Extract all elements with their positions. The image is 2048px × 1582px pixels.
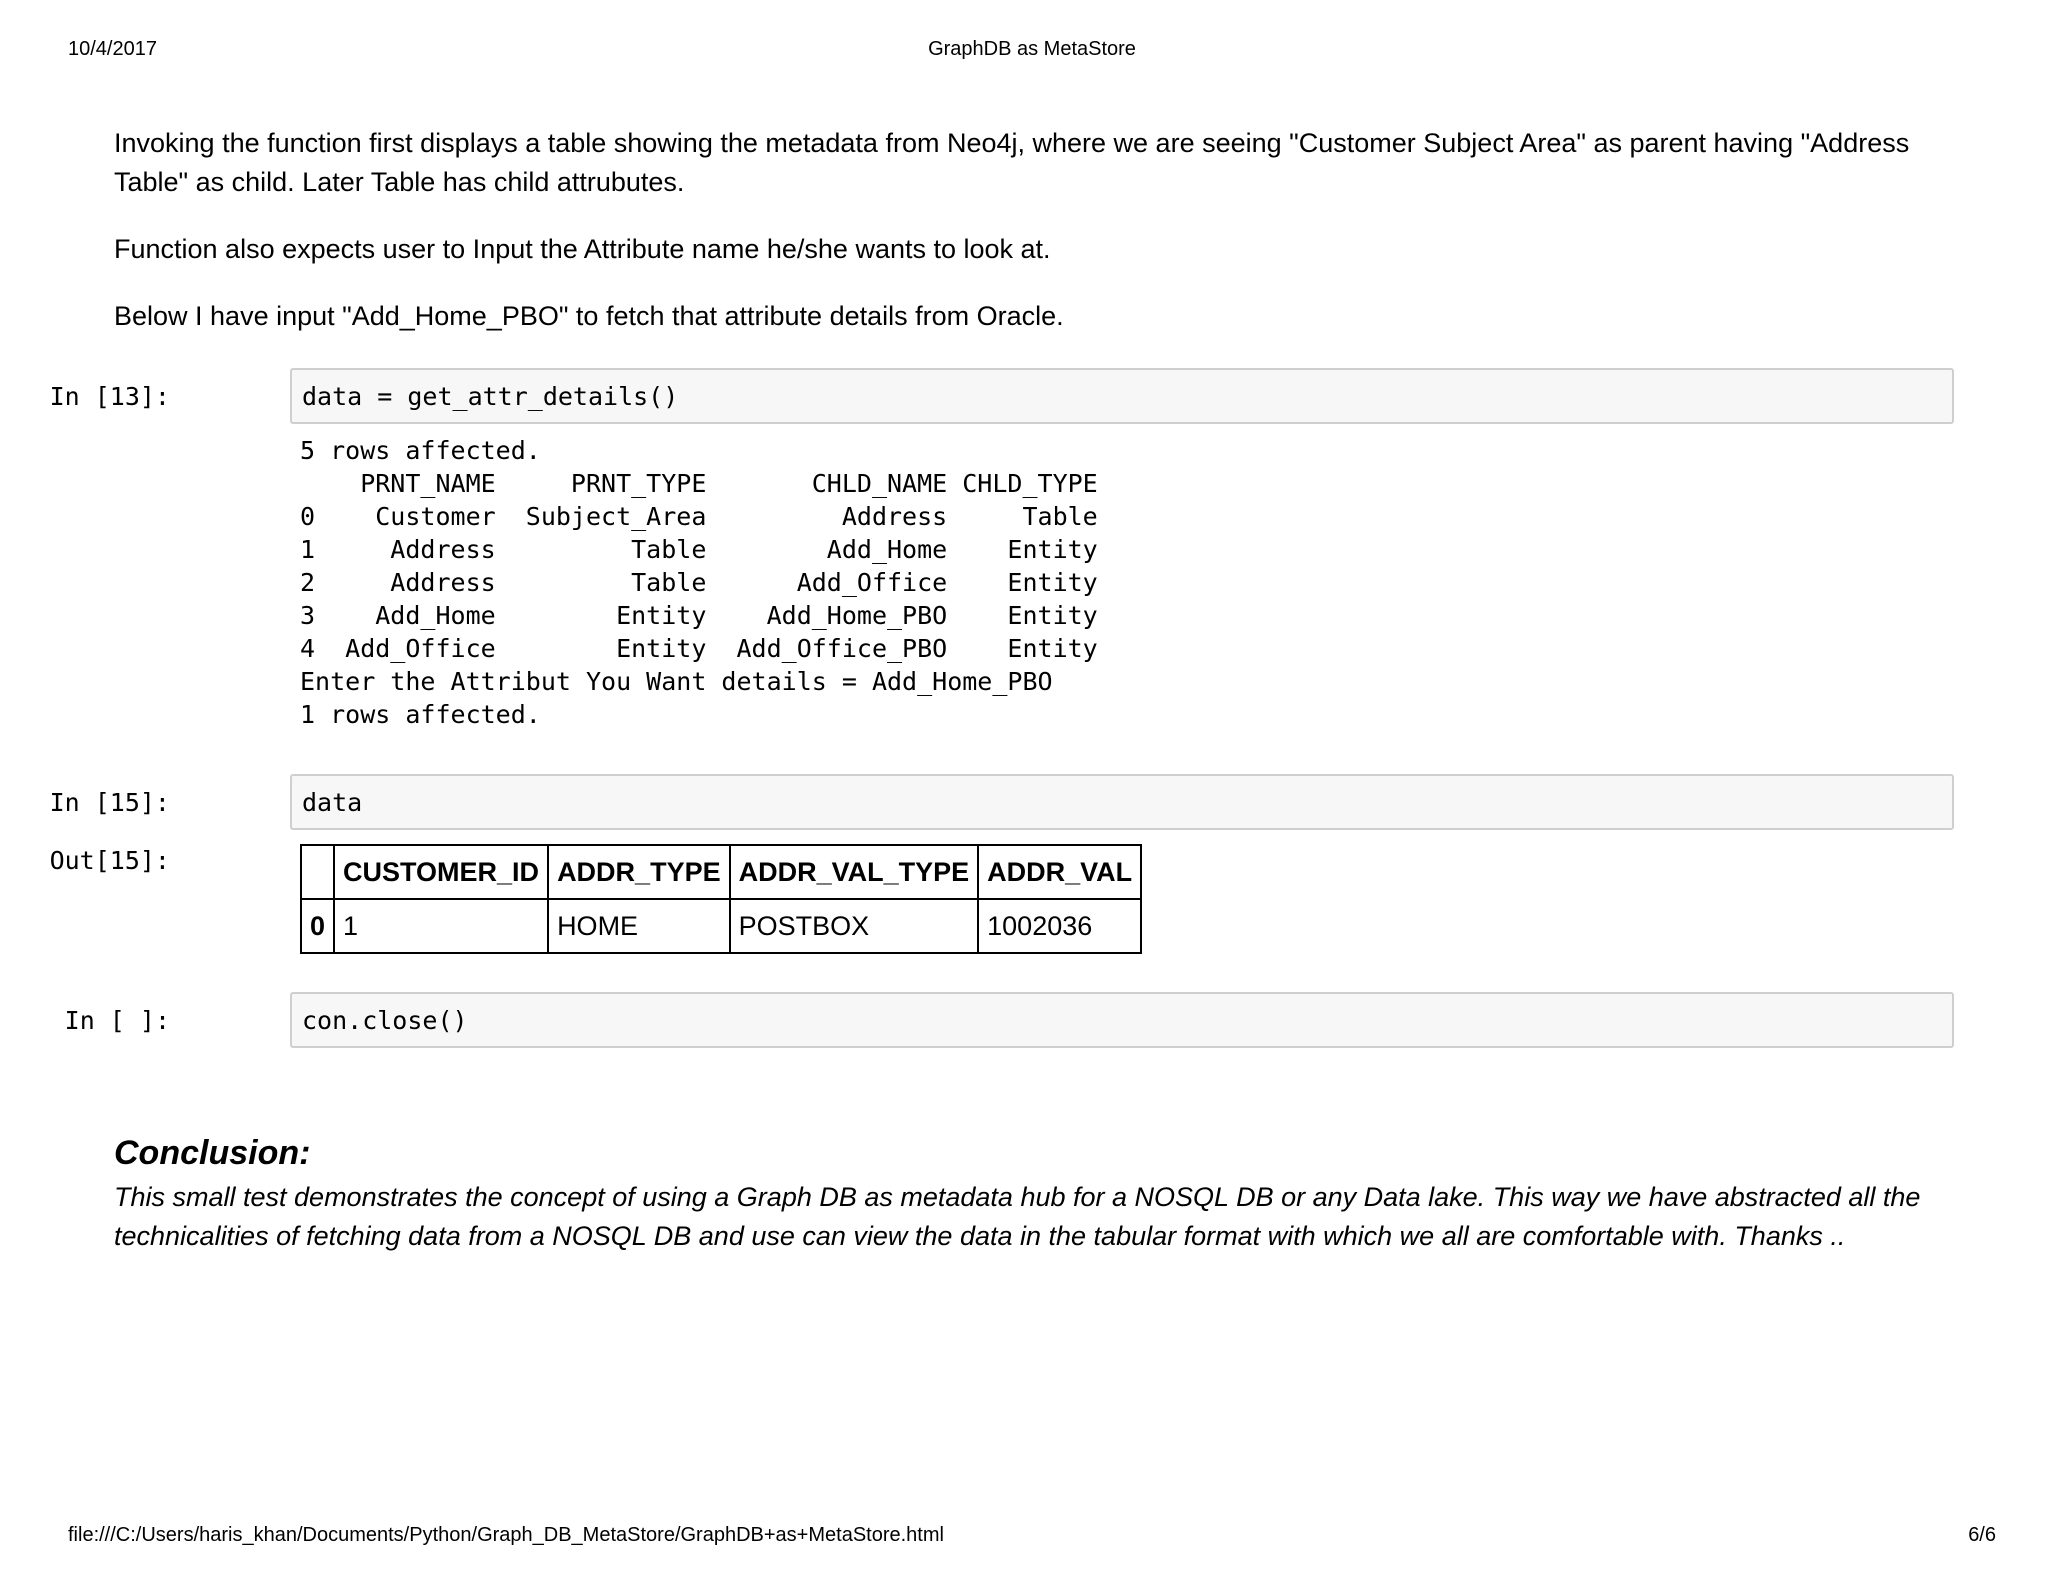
- print-date: 10/4/2017: [68, 38, 157, 60]
- column-header: CUSTOMER_ID: [334, 845, 548, 899]
- column-header: ADDR_TYPE: [548, 845, 730, 899]
- stream-output: 5 rows affected. PRNT_NAME PRNT_TYPE CHLD_NAME CHLD_TYPE 0 Customer Subject_Area Address Table 1 Address Table Add_Home Entity 2 Address Table Add_Office Entity 3 Add_Home Entity Add_Home_PBO Entity 4 Add_Office Entity Add_Office_PBO Entity Enter the Attribut You Want details = Add_Home_PBO 1 rows affected.: [300, 436, 1098, 729]
- column-header: ADDR_VAL_TYPE: [730, 845, 979, 899]
- print-footer: [68, 1524, 1996, 1550]
- page-number: 6/6: [1968, 1524, 1996, 1546]
- conclusion-text: This small test demonstrates the concept of using a Graph DB as metadata hub for a NOSQL DB or any Data lake. This way we have abstracted all the technicalities of fetching data from a NOSQL DB and use can view the data in the tabular format with which we all are comfortable with. Thanks ..: [114, 1182, 1921, 1251]
- input-paragraph: Function also expects user to Input the Attribute name he/she wants to look at.: [114, 234, 1051, 264]
- example-paragraph: Below I have input "Add_Home_PBO" to fetch that attribute details from Oracle.: [114, 301, 1064, 331]
- input-prompt: In [13]:: [49, 382, 170, 411]
- intro-paragraph: Invoking the function first displays a table showing the metadata from Neo4j, where we are seeing "Customer Subject Area" as parent having "Address Table" as child. Later Table has child attrubutes.: [114, 128, 1910, 197]
- input-prompt: In [ ]:: [64, 1006, 170, 1035]
- input-prompt: In [15]:: [49, 788, 170, 817]
- output-prompt: Out[15]:: [49, 846, 170, 875]
- table-cell: POSTBOX: [730, 899, 979, 953]
- code-input[interactable]: con.close(): [290, 992, 1954, 1048]
- print-title: GraphDB as MetaStore: [928, 38, 1136, 60]
- table-header-row: [301, 845, 1141, 899]
- table-cell: HOME: [548, 899, 730, 953]
- code-input[interactable]: data = get_attr_details(): [290, 368, 1954, 424]
- table-cell: 1: [334, 899, 548, 953]
- table-index-header: [301, 845, 334, 899]
- dataframe-table: [300, 844, 1142, 954]
- row-index: 0: [301, 899, 334, 953]
- conclusion-heading: Conclusion:: [114, 1134, 311, 1172]
- notebook-content: [49, 124, 1954, 1251]
- table-row: [301, 899, 1141, 953]
- code-input[interactable]: data: [290, 774, 1954, 830]
- print-url: file:///C:/Users/haris_khan/Documents/Python/Graph_DB_MetaStore/GraphDB+as+MetaStore.html: [68, 1524, 944, 1546]
- column-header: ADDR_VAL: [978, 845, 1141, 899]
- table-cell: 1002036: [978, 899, 1141, 953]
- print-header: [68, 38, 1996, 64]
